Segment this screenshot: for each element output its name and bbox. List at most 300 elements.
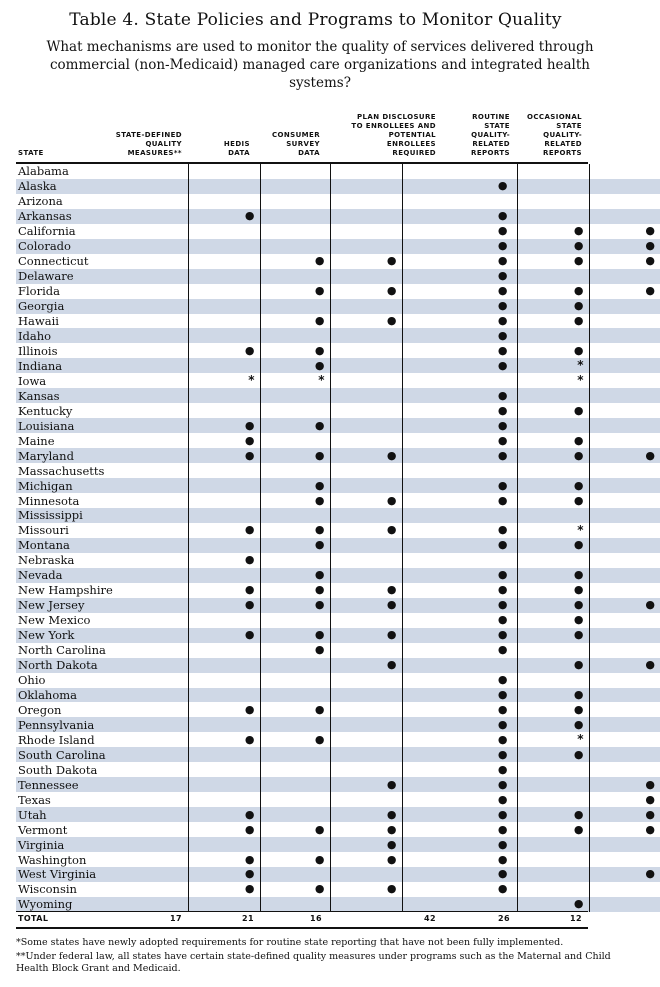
dot-mark: ● xyxy=(497,762,508,776)
table-row xyxy=(16,882,660,897)
cell-plan xyxy=(402,194,517,209)
cell-survey xyxy=(330,463,402,478)
cell-routine xyxy=(517,837,589,852)
cell-survey xyxy=(330,164,402,179)
dot-mark: ● xyxy=(497,343,508,357)
cell-hedis xyxy=(260,673,330,688)
dot-mark: ● xyxy=(573,433,584,447)
cell-quality xyxy=(188,882,260,897)
table-row xyxy=(16,254,660,269)
dot-mark: ● xyxy=(244,822,255,836)
cell-plan xyxy=(402,523,517,538)
cell-hedis xyxy=(260,508,330,523)
dot-mark: ● xyxy=(386,523,397,537)
cell-hedis xyxy=(260,343,330,358)
cell-routine xyxy=(517,822,589,837)
state-name: Arizona xyxy=(18,194,63,209)
header-plan-disclosure: PLAN DISCLOSURE TO ENROLLEES AND POTENTIAL ENROLLEES REQUIRED xyxy=(351,113,436,157)
table-row xyxy=(16,553,660,568)
cell-hedis xyxy=(260,418,330,433)
cell-occasional xyxy=(589,658,660,673)
header-hedis: HEDIS DATA xyxy=(223,140,250,157)
dot-mark: ● xyxy=(573,807,584,821)
dot-mark: ● xyxy=(645,792,655,806)
cell-occasional xyxy=(589,777,660,792)
cell-survey xyxy=(330,343,402,358)
dot-mark: ● xyxy=(314,702,325,716)
total-label: TOTAL xyxy=(18,914,49,923)
cell-plan xyxy=(402,508,517,523)
dot-mark: ● xyxy=(497,643,508,657)
table-row xyxy=(16,643,660,658)
cell-plan xyxy=(402,882,517,897)
cell-occasional xyxy=(589,822,660,837)
dot-mark: ● xyxy=(386,658,397,672)
state-name: Wyoming xyxy=(16,897,188,912)
dot-mark: ● xyxy=(645,598,655,612)
cell-quality xyxy=(188,598,260,613)
table-row xyxy=(16,598,660,613)
cell-routine xyxy=(517,314,589,329)
header-consumer-survey: CONSUMER SURVEY DATA xyxy=(271,131,320,157)
cell-hedis xyxy=(260,598,330,613)
cell-occasional xyxy=(589,254,660,269)
dot-mark: ● xyxy=(497,807,508,821)
dot-mark: ● xyxy=(386,598,397,612)
cell-routine xyxy=(517,598,589,613)
dot-mark: ● xyxy=(244,807,255,821)
cell-hedis xyxy=(260,643,330,658)
cell-routine xyxy=(517,613,589,628)
dot-mark: ● xyxy=(497,224,508,238)
dot-mark: ● xyxy=(645,448,655,462)
cell-occasional xyxy=(589,343,660,358)
asterisk-mark: * xyxy=(577,732,584,747)
cell-survey xyxy=(330,448,402,463)
dot-mark: ● xyxy=(386,628,397,642)
cell-occasional xyxy=(589,179,660,194)
dot-mark: ● xyxy=(497,388,508,402)
cell-hedis xyxy=(260,314,330,329)
cell-occasional xyxy=(589,583,660,598)
cell-hedis xyxy=(260,807,330,822)
state-name: Rhode Island xyxy=(18,732,95,747)
cell-occasional xyxy=(589,717,660,732)
cell-quality xyxy=(188,269,260,284)
cell-occasional xyxy=(589,164,660,179)
cell-occasional xyxy=(589,807,660,822)
dot-mark: ● xyxy=(314,852,325,866)
cell-quality xyxy=(188,822,260,837)
cell-occasional xyxy=(589,568,660,583)
dot-mark: ● xyxy=(573,568,584,582)
total-quality: 17 xyxy=(170,914,182,923)
state-name: Minnesota xyxy=(18,493,80,508)
state-name: Michigan xyxy=(16,478,188,493)
cell-plan xyxy=(402,358,517,373)
table-row xyxy=(16,343,660,358)
table-title: Table 4. State Policies and Programs to Monitor Quality xyxy=(69,10,562,30)
state-name: Oregon xyxy=(18,702,62,717)
cell-hedis xyxy=(260,747,330,762)
dot-mark: ● xyxy=(497,433,508,447)
table-row xyxy=(16,194,660,209)
table-row xyxy=(16,314,660,329)
dot-mark: ● xyxy=(314,732,325,746)
dot-mark: ● xyxy=(497,523,508,537)
cell-survey xyxy=(330,478,402,493)
cell-hedis xyxy=(260,299,330,314)
table-row xyxy=(16,807,660,822)
table-row xyxy=(16,239,660,254)
dot-mark: ● xyxy=(314,628,325,642)
state-name: Pennsylvania xyxy=(16,717,188,732)
cell-hedis xyxy=(260,538,330,553)
dot-mark: ● xyxy=(497,822,508,836)
cell-plan xyxy=(402,583,517,598)
dot-mark: ● xyxy=(314,254,325,268)
dot-mark: ● xyxy=(244,583,255,597)
cell-quality xyxy=(188,403,260,418)
cell-plan xyxy=(402,239,517,254)
cell-routine xyxy=(517,553,589,568)
state-name: Montana xyxy=(16,538,188,553)
dot-mark: ● xyxy=(244,209,255,223)
cell-routine xyxy=(517,882,589,897)
state-name: Indiana xyxy=(16,358,188,373)
cell-plan xyxy=(402,867,517,882)
cell-quality xyxy=(188,448,260,463)
state-name: Arkansas xyxy=(16,209,188,224)
cell-occasional xyxy=(589,493,660,508)
dot-mark: ● xyxy=(573,598,584,612)
cell-hedis xyxy=(260,613,330,628)
state-name: Missouri xyxy=(18,523,69,538)
cell-survey xyxy=(330,403,402,418)
table-row xyxy=(16,418,660,433)
cell-plan xyxy=(402,209,517,224)
header-state: STATE xyxy=(18,149,44,157)
dot-mark: ● xyxy=(573,747,584,761)
cell-hedis xyxy=(260,837,330,852)
state-name: Hawaii xyxy=(18,314,59,328)
cell-occasional xyxy=(589,702,660,717)
cell-quality xyxy=(188,328,260,343)
cell-occasional xyxy=(589,224,660,239)
cell-quality xyxy=(188,343,260,358)
dot-mark: ● xyxy=(244,732,255,746)
asterisk-mark: * xyxy=(577,373,584,388)
cell-quality xyxy=(188,523,260,538)
dot-mark: ● xyxy=(314,643,325,657)
header-quality-measures: STATE-DEFINED QUALITY MEASURES** xyxy=(115,131,182,157)
cell-hedis xyxy=(260,568,330,583)
dot-mark: ● xyxy=(244,598,255,612)
dot-mark: ● xyxy=(573,538,584,552)
state-name: Connecticut xyxy=(18,254,89,269)
cell-routine xyxy=(517,343,589,358)
asterisk-mark: * xyxy=(577,522,584,537)
dot-mark: ● xyxy=(645,777,655,791)
dot-mark: ● xyxy=(573,448,584,462)
cell-routine xyxy=(517,523,589,538)
cell-hedis xyxy=(260,239,330,254)
table-row xyxy=(16,762,660,777)
cell-quality xyxy=(188,254,260,269)
dot-mark: ● xyxy=(497,673,508,687)
cell-plan xyxy=(402,747,517,762)
state-name: Florida xyxy=(18,284,60,299)
state-name: Utah xyxy=(16,807,188,822)
table-row xyxy=(16,328,660,343)
cell-plan xyxy=(402,388,517,403)
cell-plan xyxy=(402,314,517,329)
state-name: New Jersey xyxy=(16,598,188,613)
cell-hedis xyxy=(260,553,330,568)
cell-occasional xyxy=(589,373,660,388)
cell-plan xyxy=(402,448,517,463)
cell-survey xyxy=(330,433,402,448)
dot-mark: ● xyxy=(645,658,655,672)
cell-plan xyxy=(402,852,517,867)
cell-occasional xyxy=(589,358,660,373)
cell-survey xyxy=(330,508,402,523)
cell-hedis xyxy=(260,358,330,373)
cell-survey xyxy=(330,643,402,658)
cell-survey xyxy=(330,583,402,598)
dot-mark: ● xyxy=(573,284,584,298)
cell-routine xyxy=(517,373,589,388)
dot-mark: ● xyxy=(314,358,325,372)
state-name: Ohio xyxy=(18,673,46,688)
dot-mark: ● xyxy=(573,224,584,238)
cell-routine xyxy=(517,792,589,807)
cell-quality xyxy=(188,478,260,493)
footnote-double-star: **Under federal law, all states have certain state-defined quality measures under programs such as the Maternal and Child Health Block Grant and Medicaid. xyxy=(16,951,611,974)
dot-mark: ● xyxy=(573,343,584,357)
state-name: North Dakota xyxy=(16,658,188,673)
cell-survey xyxy=(330,239,402,254)
dot-mark: ● xyxy=(573,613,584,627)
cell-survey xyxy=(330,209,402,224)
dot-mark: ● xyxy=(497,448,508,462)
cell-survey xyxy=(330,897,402,912)
cell-plan xyxy=(402,284,517,299)
cell-occasional xyxy=(589,598,660,613)
cell-plan xyxy=(402,418,517,433)
cell-occasional xyxy=(589,269,660,284)
dot-mark: ● xyxy=(244,852,255,866)
cell-occasional xyxy=(589,553,660,568)
dot-mark: ● xyxy=(497,702,508,716)
state-name: Idaho xyxy=(16,328,188,343)
dot-mark: ● xyxy=(244,628,255,642)
cell-plan xyxy=(402,478,517,493)
table-row xyxy=(16,688,660,703)
cell-hedis xyxy=(260,897,330,912)
cell-survey xyxy=(330,269,402,284)
cell-quality xyxy=(188,628,260,643)
cell-hedis xyxy=(260,209,330,224)
table-bottom-rule xyxy=(16,911,588,912)
cell-plan xyxy=(402,269,517,284)
table-row xyxy=(16,747,660,762)
cell-routine xyxy=(517,658,589,673)
cell-occasional xyxy=(589,747,660,762)
cell-routine xyxy=(517,328,589,343)
table-row xyxy=(16,658,660,673)
dot-mark: ● xyxy=(244,702,255,716)
cell-occasional xyxy=(589,762,660,777)
asterisk-mark: * xyxy=(577,358,584,373)
cell-occasional xyxy=(589,673,660,688)
table-row xyxy=(16,433,660,448)
cell-routine xyxy=(517,224,589,239)
table-row xyxy=(16,613,660,628)
cell-survey xyxy=(330,284,402,299)
cell-routine xyxy=(517,194,589,209)
dot-mark: ● xyxy=(573,299,584,313)
dot-mark: ● xyxy=(244,553,255,567)
cell-occasional xyxy=(589,388,660,403)
dot-mark: ● xyxy=(314,583,325,597)
state-name: Kansas xyxy=(16,388,188,403)
table-row xyxy=(16,732,660,747)
table-row xyxy=(16,538,660,553)
dot-mark: ● xyxy=(645,822,655,836)
state-name: Nevada xyxy=(16,568,188,583)
cell-hedis xyxy=(260,658,330,673)
cell-survey xyxy=(330,194,402,209)
cell-routine xyxy=(517,643,589,658)
cell-survey xyxy=(330,762,402,777)
cell-quality xyxy=(188,613,260,628)
cell-survey xyxy=(330,688,402,703)
dot-mark: ● xyxy=(497,687,508,701)
cell-plan xyxy=(402,538,517,553)
state-name: Wisconsin xyxy=(18,882,77,897)
cell-plan xyxy=(402,732,517,747)
cell-routine xyxy=(517,732,589,747)
cell-hedis xyxy=(260,448,330,463)
cell-plan xyxy=(402,822,517,837)
dot-mark: ● xyxy=(497,358,508,372)
state-name: Maine xyxy=(18,433,55,448)
cell-occasional xyxy=(589,613,660,628)
cell-quality xyxy=(188,583,260,598)
cell-quality xyxy=(188,702,260,717)
dot-mark: ● xyxy=(573,314,584,327)
cell-occasional xyxy=(589,852,660,867)
table-row xyxy=(16,822,660,837)
cell-occasional xyxy=(589,418,660,433)
cell-survey xyxy=(330,553,402,568)
dot-mark: ● xyxy=(386,807,397,821)
cell-quality xyxy=(188,658,260,673)
dot-mark: ● xyxy=(244,523,255,537)
table-row xyxy=(16,867,660,882)
cell-quality xyxy=(188,164,260,179)
dot-mark: ● xyxy=(497,717,508,731)
cell-quality xyxy=(188,314,260,329)
cell-quality xyxy=(188,463,260,478)
table-row xyxy=(16,792,660,807)
table-row xyxy=(16,299,660,314)
dot-mark: ● xyxy=(244,448,255,462)
asterisk-mark: * xyxy=(248,373,255,388)
dot-mark: ● xyxy=(497,837,508,851)
cell-occasional xyxy=(589,328,660,343)
dot-mark: ● xyxy=(314,568,325,582)
cell-hedis xyxy=(260,702,330,717)
cell-occasional xyxy=(589,463,660,478)
state-name: Nebraska xyxy=(18,553,75,568)
cell-plan xyxy=(402,493,517,508)
cell-plan xyxy=(402,673,517,688)
cell-hedis xyxy=(260,777,330,792)
state-name: South Carolina xyxy=(16,747,188,762)
table-row xyxy=(16,388,660,403)
table-row xyxy=(16,448,660,463)
cell-quality xyxy=(188,673,260,688)
state-name: New York xyxy=(16,628,188,643)
table-row xyxy=(16,179,660,194)
cell-survey xyxy=(330,777,402,792)
cell-plan xyxy=(402,792,517,807)
cell-quality xyxy=(188,284,260,299)
table-row xyxy=(16,224,660,239)
dot-mark: ● xyxy=(386,822,397,836)
cell-routine xyxy=(517,448,589,463)
cell-occasional xyxy=(589,538,660,553)
cell-survey xyxy=(330,673,402,688)
dot-mark: ● xyxy=(497,314,508,327)
cell-quality xyxy=(188,762,260,777)
cell-survey xyxy=(330,732,402,747)
dot-mark: ● xyxy=(645,284,655,298)
cell-routine xyxy=(517,867,589,882)
table-row xyxy=(16,702,660,717)
dot-mark: ● xyxy=(497,613,508,627)
cell-quality xyxy=(188,553,260,568)
cell-occasional xyxy=(589,792,660,807)
state-name: Kentucky xyxy=(18,403,73,418)
cell-quality xyxy=(188,209,260,224)
cell-survey xyxy=(330,418,402,433)
cell-hedis xyxy=(260,822,330,837)
cell-hedis xyxy=(260,433,330,448)
dot-mark: ● xyxy=(497,328,508,342)
state-name: Vermont xyxy=(18,822,68,837)
cell-plan xyxy=(402,598,517,613)
table-row xyxy=(16,777,660,792)
cell-plan xyxy=(402,179,517,194)
cell-routine xyxy=(517,478,589,493)
dot-mark: ● xyxy=(497,239,508,253)
dot-mark: ● xyxy=(314,418,325,432)
total-plan: 42 xyxy=(424,914,436,923)
dot-mark: ● xyxy=(497,777,508,791)
dot-mark: ● xyxy=(573,717,584,731)
cell-hedis xyxy=(260,403,330,418)
cell-survey xyxy=(330,792,402,807)
cell-routine xyxy=(517,209,589,224)
dot-mark: ● xyxy=(497,478,508,492)
cell-quality xyxy=(188,388,260,403)
table-row xyxy=(16,284,660,299)
cell-quality xyxy=(188,194,260,209)
state-name: Virginia xyxy=(16,837,188,852)
